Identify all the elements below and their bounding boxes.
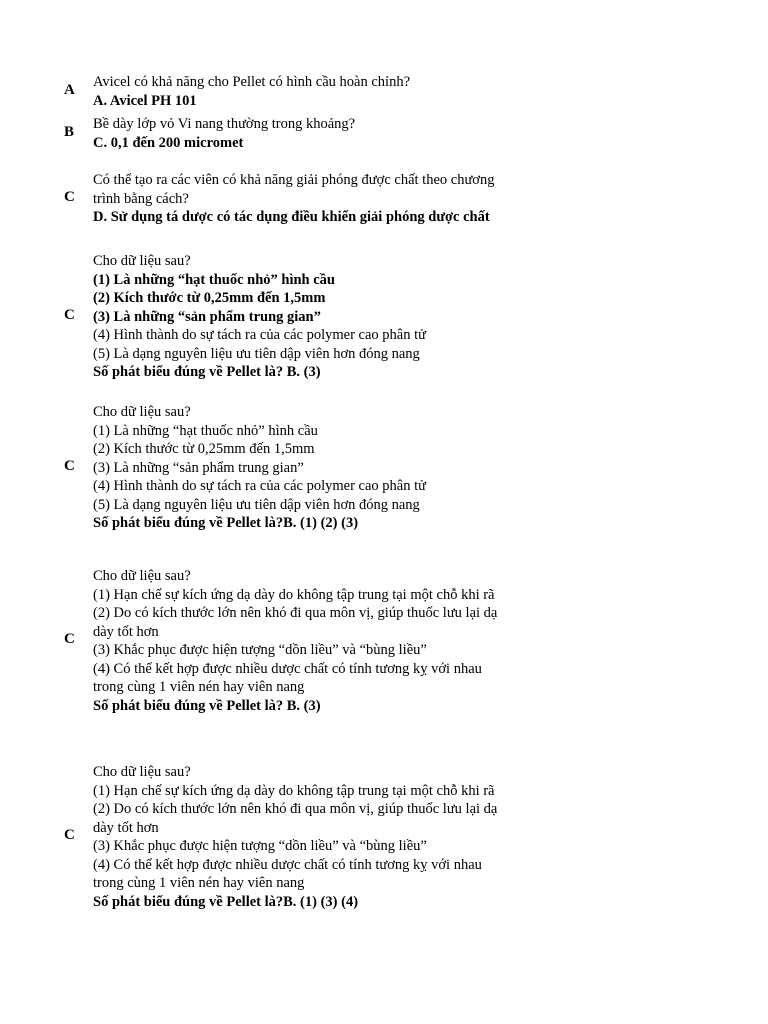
answer-line: Số phát biểu đúng về Pellet là?B. (1) (2) (3) [93, 515, 359, 531]
question-line: dày tốt hơn [93, 623, 159, 640]
question-line: (2) Do có kích thước lớn nên khó đi qua môn vị, giúp thuốc lưu lại dạ [93, 605, 498, 621]
question-line: Avicel có khả năng cho Pellet có hình cầu hoàn chỉnh? [93, 74, 411, 90]
answer-letter: C [64, 458, 75, 474]
question-line: (5) Là dạng nguyên liệu ưu tiên dập viên hơn đóng nang [93, 496, 420, 513]
question-line: (4) Hình thành do sự tách ra của các polymer cao phân tử [93, 478, 426, 494]
question-line: (1) Là những “hạt thuốc nhỏ” hình cầu [93, 422, 318, 439]
question-text [93, 171, 563, 227]
answer-line: C. 0,1 đến 200 micromet [93, 134, 244, 151]
question-line: (4) Có thể kết hợp được nhiều dược chất có tính tương kỵ với nhau [93, 660, 482, 677]
question-text [93, 567, 563, 715]
question-text [93, 252, 563, 382]
question-text [93, 73, 563, 110]
answer-letter: C [64, 827, 75, 843]
question-line: trong cùng 1 viên nén hay viên nang [93, 679, 305, 695]
answer-line: A. Avicel PH 101 [93, 92, 197, 109]
answer-line: Số phát biểu đúng về Pellet là? B. (3) [93, 364, 321, 380]
question-line: trong cùng 1 viên nén hay viên nang [93, 875, 305, 891]
question-line: (4) Hình thành do sự tách ra của các polymer cao phân tử [93, 327, 426, 343]
question-line: (2) Do có kích thước lớn nên khó đi qua môn vị, giúp thuốc lưu lại dạ [93, 801, 498, 817]
question-line: (2) Kích thước từ 0,25mm đến 1,5mm [93, 441, 315, 457]
answer-line: Số phát biểu đúng về Pellet là? B. (3) [93, 697, 321, 714]
answer-line: (1) Là những “hạt thuốc nhỏ” hình cầu [93, 271, 335, 288]
question-line: (3) Là những “sản phẩm trung gian” [93, 459, 304, 476]
question-line: Cho dữ liệu sau? [93, 764, 191, 780]
question-line: (1) Hạn chế sự kích ứng dạ dày do không tập trung tại một chỗ khi rã [93, 586, 495, 603]
answer-letter: C [64, 189, 75, 205]
question-text [93, 403, 563, 533]
answer-letter: C [64, 631, 75, 647]
question-line: Có thể tạo ra các viên có khả năng giải phóng được chất theo chương [93, 172, 495, 188]
question-line: trình bằng cách? [93, 190, 189, 207]
question-line: Cho dữ liệu sau? [93, 253, 191, 269]
question-line: dày tốt hơn [93, 819, 159, 836]
answer-letter: A [64, 82, 75, 98]
question-line: (1) Hạn chế sự kích ứng dạ dày do không tập trung tại một chỗ khi rã [93, 782, 495, 799]
question-line: (3) Khắc phục được hiện tượng “dồn liều” và “bùng liều” [93, 838, 427, 854]
answer-letter: B [64, 124, 75, 140]
question-line: (4) Có thể kết hợp được nhiều dược chất có tính tương kỵ với nhau [93, 856, 482, 873]
question-line: Cho dữ liệu sau? [93, 404, 191, 420]
question-text [93, 763, 563, 911]
answer-line: D. Sử dụng tá dược có tác dụng điều khiển giải phóng dược chất [93, 209, 490, 225]
question-line: (5) Là dạng nguyên liệu ưu tiên dập viên hơn đóng nang [93, 345, 420, 362]
answer-line: (3) Là những “sản phẩm trung gian” [93, 308, 321, 325]
question-line: Cho dữ liệu sau? [93, 568, 191, 584]
answer-letter: C [64, 307, 75, 323]
question-line: (3) Khắc phục được hiện tượng “dồn liều” và “bùng liều” [93, 642, 427, 658]
answer-line: (2) Kích thước từ 0,25mm đến 1,5mm [93, 290, 326, 306]
question-line: Bề dày lớp vỏ Vi nang thường trong khoảng? [93, 116, 356, 132]
answer-line: Số phát biểu đúng về Pellet là?B. (1) (3) (4) [93, 893, 359, 910]
question-text [93, 115, 563, 152]
